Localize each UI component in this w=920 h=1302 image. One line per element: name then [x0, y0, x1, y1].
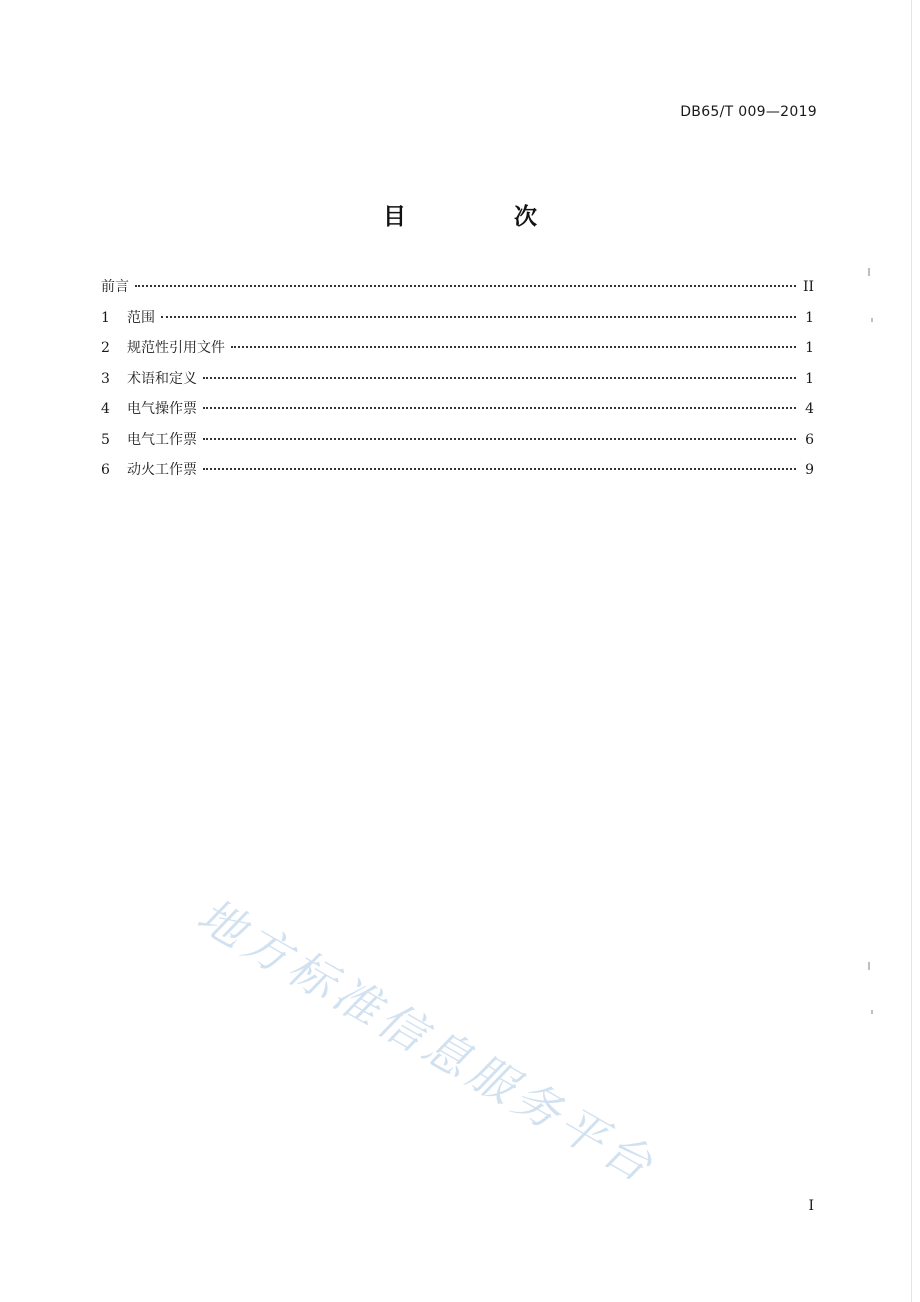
toc-entry-number: 3	[101, 370, 110, 387]
toc-entry-scope[interactable]	[101, 307, 814, 338]
page-number: I	[808, 1198, 814, 1214]
toc-entry-foreword[interactable]	[101, 276, 814, 307]
toc-entry-page: 1	[805, 340, 814, 356]
toc-entry-electrical-operation-ticket[interactable]	[101, 398, 814, 429]
toc-entry-page: II	[802, 279, 814, 295]
watermark-text: 地方标准信息服务平台	[188, 887, 666, 1195]
toc-title: 目 次	[382, 204, 587, 230]
toc-entry-page: 9	[805, 462, 814, 478]
toc-entry-number: 6	[101, 462, 110, 478]
toc-entry-label: 动火工作票	[127, 462, 197, 478]
scan-speck	[868, 962, 870, 970]
table-of-contents	[101, 276, 814, 490]
toc-entry-label: 规范性引用文件	[127, 340, 225, 356]
toc-dot-leader	[203, 468, 796, 470]
toc-entry-page: 1	[805, 309, 814, 326]
toc-entry-number: 2	[101, 340, 110, 356]
toc-entry-label: 前言	[101, 279, 129, 295]
toc-entry-normative-references[interactable]	[101, 337, 814, 368]
toc-entry-label: 范围	[127, 309, 155, 326]
toc-entry-terms-definitions[interactable]	[101, 368, 814, 399]
toc-entry-label: 电气操作票	[127, 401, 197, 417]
scan-speck	[868, 268, 870, 276]
scan-speck	[871, 318, 873, 322]
toc-entry-page: 6	[805, 431, 814, 448]
toc-entry-number: 5	[101, 431, 110, 448]
toc-entry-electrical-work-ticket[interactable]	[101, 429, 814, 460]
toc-entry-label: 电气工作票	[127, 431, 197, 448]
toc-entry-page: 4	[805, 401, 814, 417]
toc-dot-leader	[161, 316, 796, 318]
toc-dot-leader	[203, 438, 796, 440]
toc-dot-leader	[203, 407, 796, 409]
standard-code: DB65/T 009—2019	[680, 104, 817, 120]
scan-edge-line	[911, 0, 912, 1302]
toc-dot-leader	[135, 285, 796, 287]
toc-entry-hot-work-ticket[interactable]	[101, 459, 814, 490]
toc-entry-number: 4	[101, 401, 110, 417]
toc-dot-leader	[203, 377, 796, 379]
toc-entry-label: 术语和定义	[127, 370, 197, 387]
scan-speck	[871, 1010, 873, 1014]
toc-entry-page: 1	[805, 370, 814, 387]
toc-entry-number: 1	[101, 309, 110, 326]
toc-dot-leader	[231, 346, 796, 348]
